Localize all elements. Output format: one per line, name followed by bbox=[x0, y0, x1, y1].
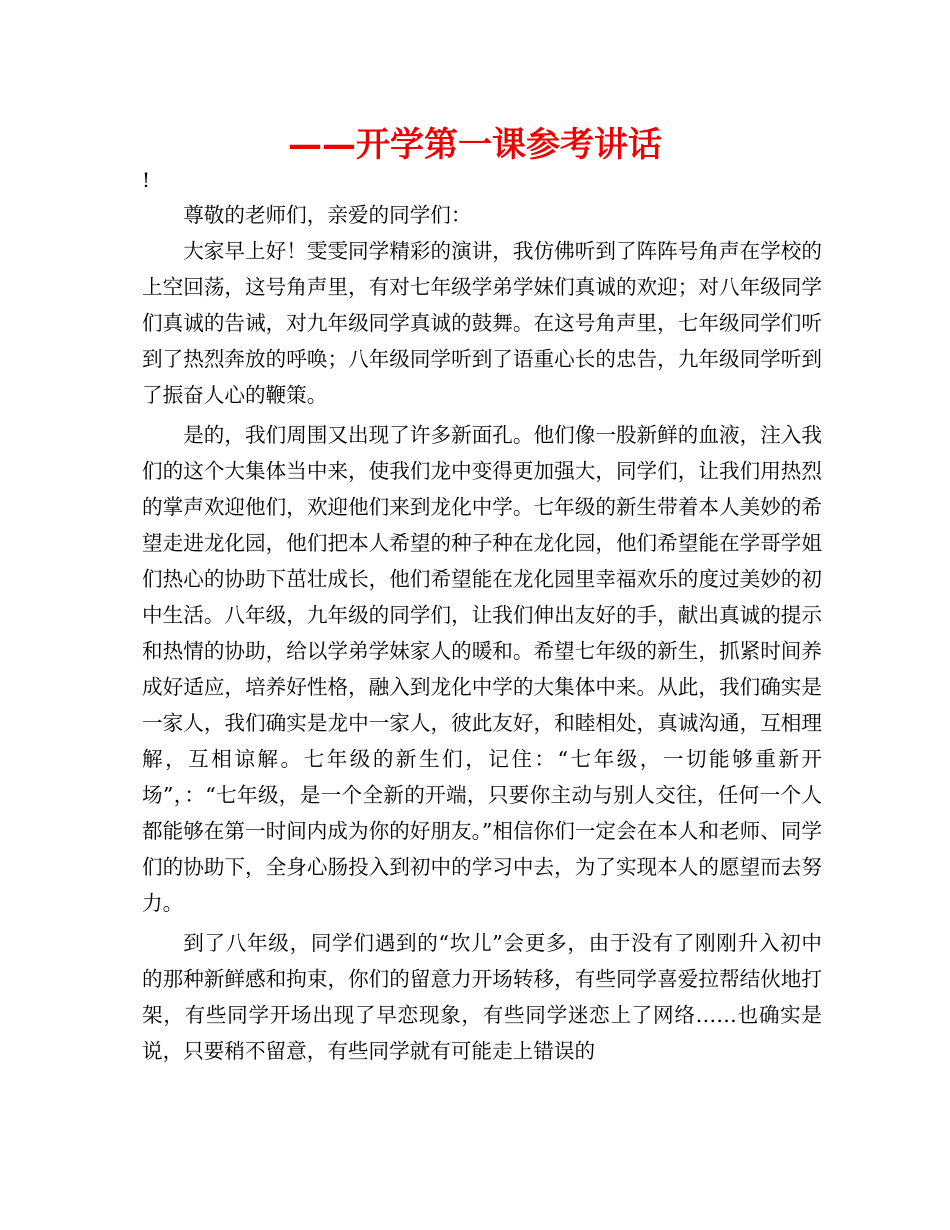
paragraph-salutation: 尊敬的老师们，亲爱的同学们： bbox=[183, 203, 472, 227]
exclamation-mark: ! bbox=[142, 168, 151, 192]
paragraph-eighth-grade: 到了八年级，同学们遇到的“坎儿”会更多，由于没有了刚刚升入初中的那种新鲜感和拘束，你们的留意力开场转移，有些同学喜爱拉帮结伙地打架，有些同学开场出现了早恋现象，有些同学迷恋上了网络……也确实是说，只要稍不留意，有些同学就有可能走上错误的 bbox=[142, 931, 822, 1063]
document-title: ——开学第一课参考讲话 bbox=[288, 125, 662, 165]
paragraph-new-faces: 是的，我们周围又出现了许多新面孔。他们像一股新鲜的血液，注入我们的这个大集体当中来，使我们龙中变得更加强大，同学们，让我们用热烈的掌声欢迎他们，欢迎他们来到龙化中学。七年级的新生带着本人美妙的希望走进龙化园，他们把本人希望的种子种在龙化园，他们希望能在学哥学姐们热心的协助下茁壮成长，他们希望能在龙化园里幸福欢乐的度过美妙的初中生活。八年级，九年级的同学们，让我们伸出友好的手，献出真诚的提示和热情的协助，给以学弟学妹家人的暖和。希望七年级的新生，抓紧时间养成好适应，培养好性格，融入到龙化中学的大集体中来。从此，我们确实是一家人，我们确实是龙中一家人，彼此友好，和睦相处，真诚沟通，互相理解，互相谅解。七年级的新生们，记住：“七年级，一切能够重新开场”，：“七年级，是一个全新的开端，只要你主动与别人交往，任何一个人都能够在第一时间内成为你的好朋友。”相信你们一定会在本人和老师、同学们的协助下，全身心肠投入到初中的学习中去，为了实现本人的愿望而去努力。 bbox=[142, 423, 822, 915]
document-body bbox=[142, 197, 822, 1069]
paragraph-greeting: 大家早上好！雯雯同学精彩的演讲，我仿佛听到了阵阵号角声在学校的上空回荡，这号角声里，有对七年级学弟学妹们真诚的欢迎；对八年级同学们真诚的告诫，对九年级同学真诚的鼓舞。在这号角声里，七年级同学们听到了热烈奔放的呼唤；八年级同学听到了语重心长的忠告，九年级同学听到了振奋人心的鞭策。 bbox=[142, 239, 822, 407]
